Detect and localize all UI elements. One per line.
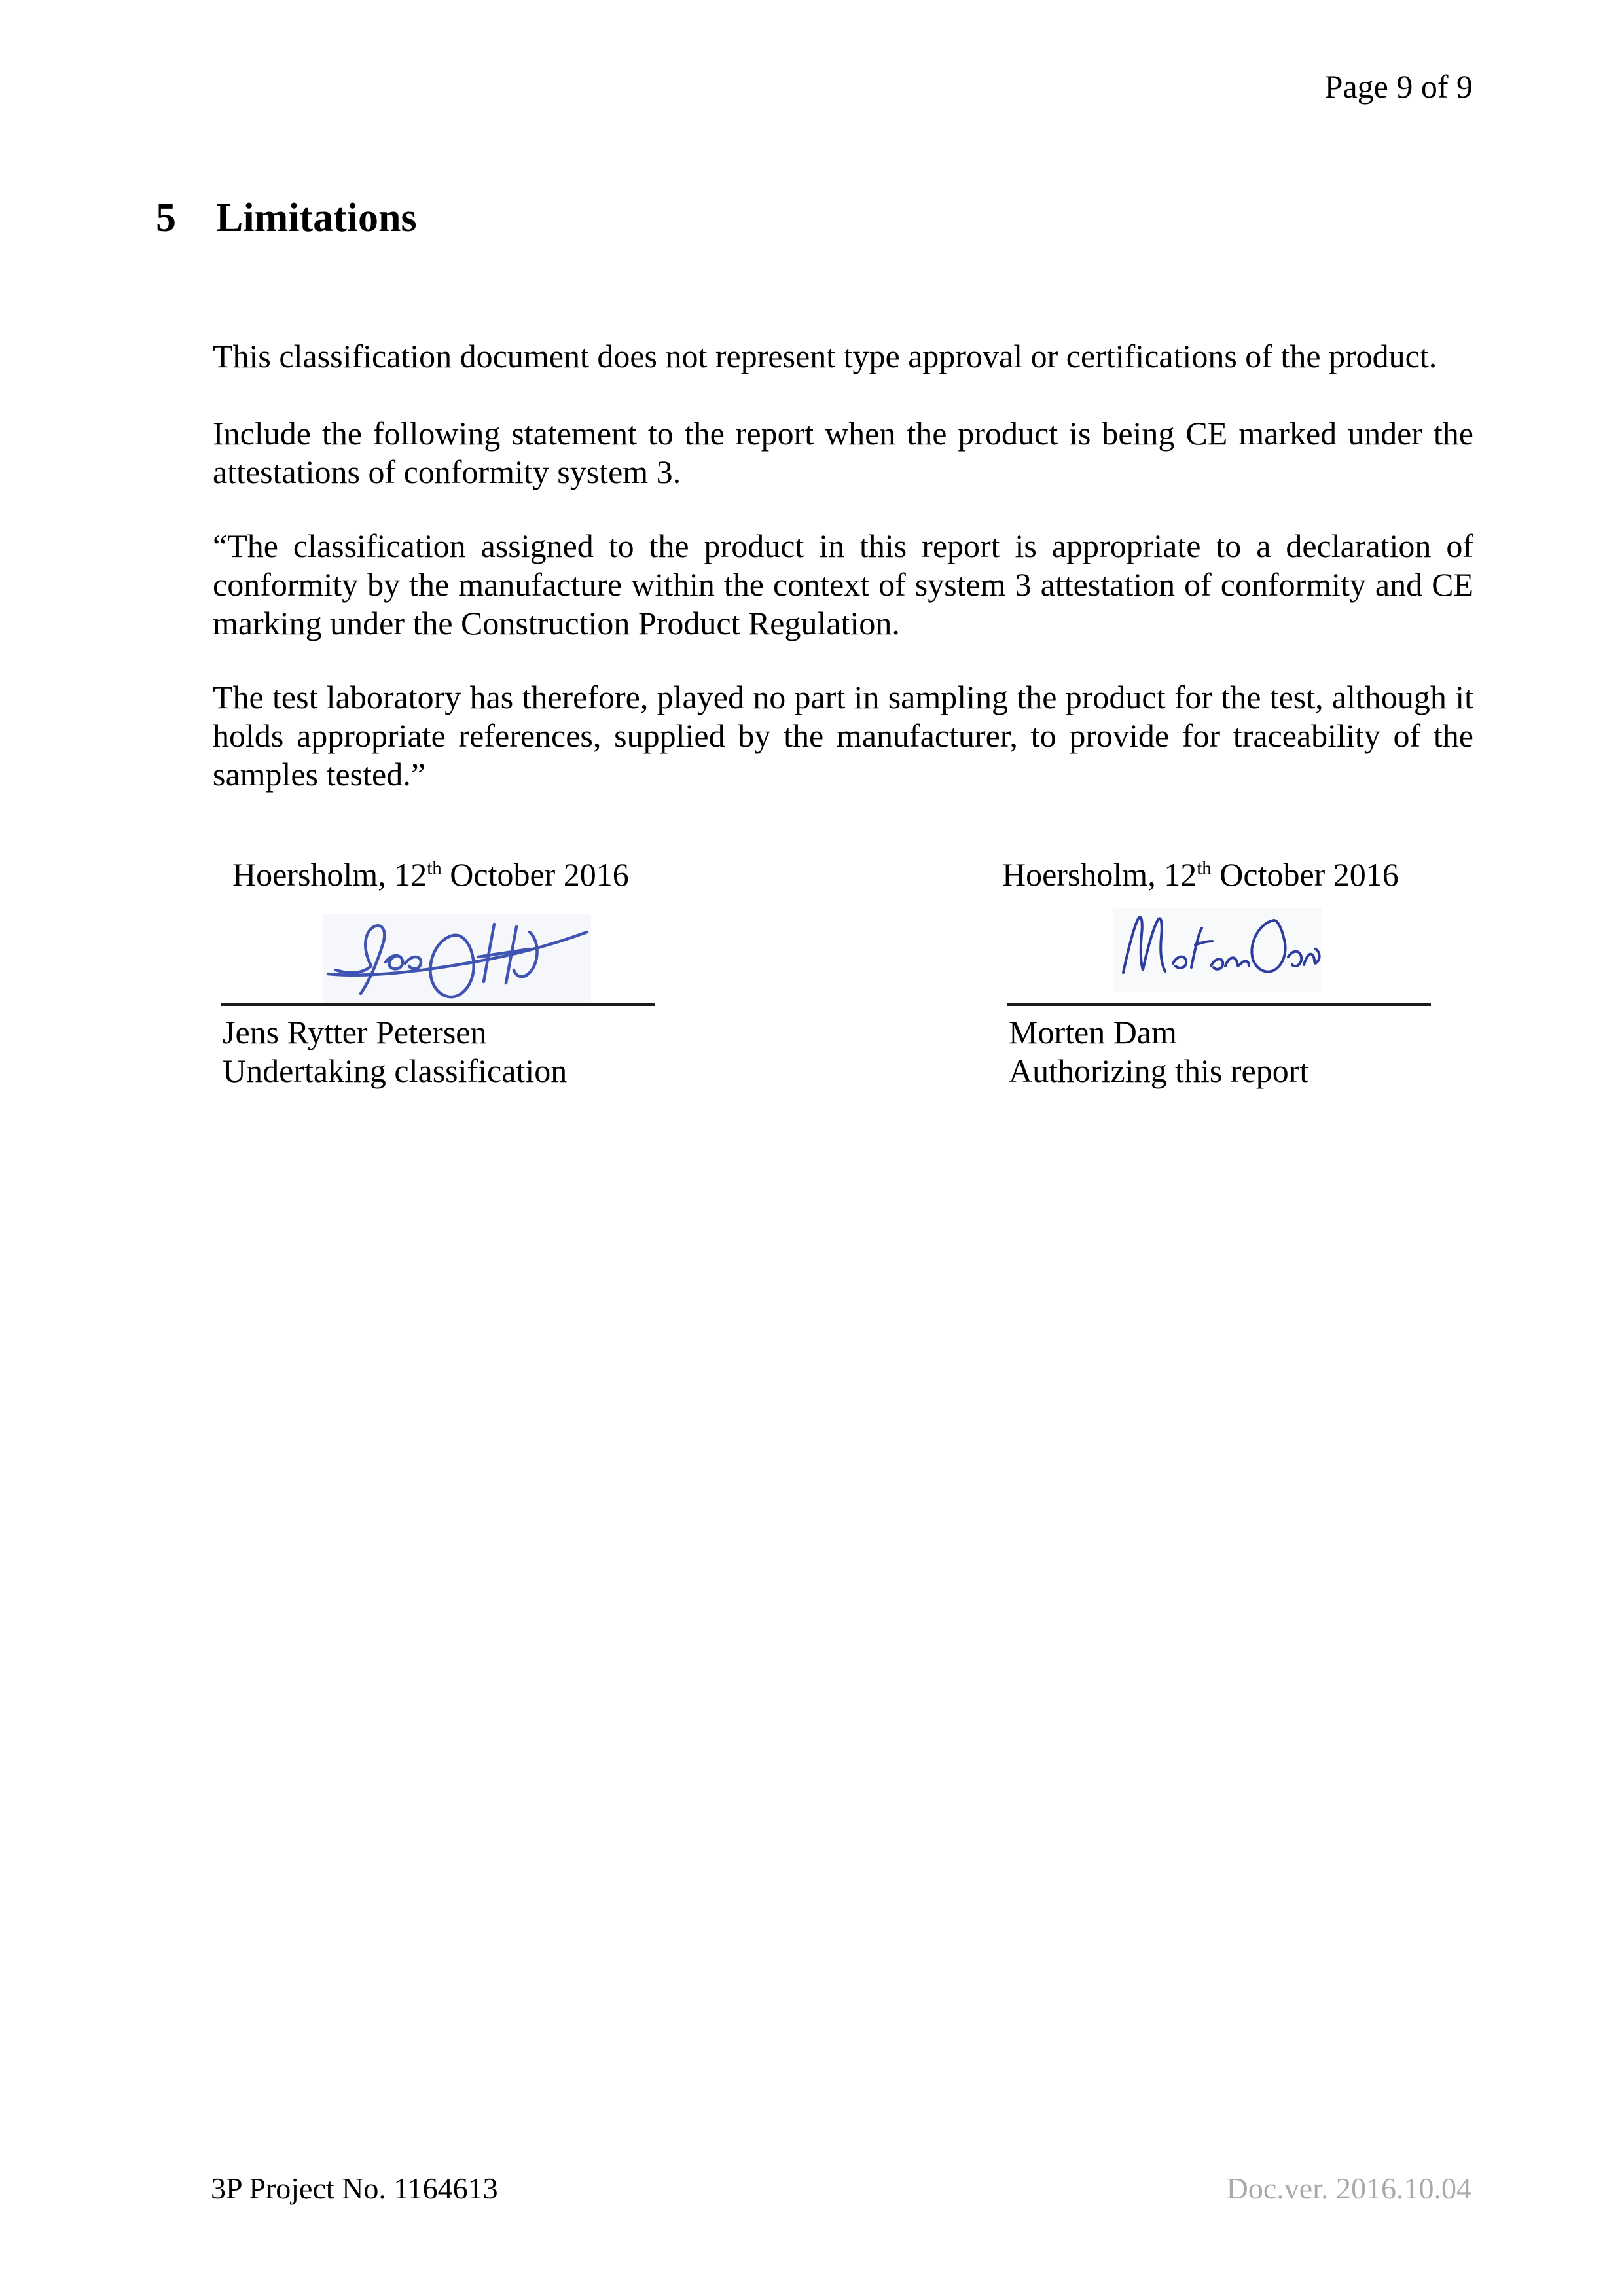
page-number: Page 9 of 9	[1324, 68, 1473, 105]
section-title: Limitations	[216, 196, 417, 240]
signature-line-left	[221, 1003, 655, 1006]
date-text: Hoersholm, 12	[232, 856, 427, 893]
paragraph-3: “The classification assigned to the product in this report is appropriate to a declaration of conformity by the manufacture within the context of system 3 attestation of conformity and CE marking under the Construction Product Regulation.	[213, 528, 1473, 641]
paragraph-4: The test laboratory has therefore, played no part in sampling the product for the test, although it holds appropriate references, supplied by the manufacturer, to provide for traceability of the samples tested.”	[213, 679, 1473, 793]
signatory-role: Undertaking classification	[223, 1052, 568, 1089]
paragraph-2: Include the following statement to the report when the product is being CE marked under the attestations of conformity system 3.	[213, 415, 1473, 490]
date-text: October 2016	[1211, 856, 1399, 893]
section-number: 5	[156, 196, 176, 240]
signature-line-right	[1007, 1003, 1431, 1006]
signature-date-left	[232, 856, 629, 893]
date-ordinal-suffix: th	[427, 857, 442, 879]
paragraph-1: This classification document does not represent type approval or certifications of the product.	[213, 338, 1437, 374]
signature-date-right	[1002, 856, 1399, 893]
footer-project-number: 3P Project No. 1164613	[211, 2172, 498, 2205]
footer-doc-version: Doc.ver. 2016.10.04	[1226, 2172, 1471, 2205]
signatory-right	[1009, 1013, 1308, 1090]
date-text: October 2016	[441, 856, 629, 893]
signature-ink-morten-dam	[1113, 908, 1322, 992]
signatory-role: Authorizing this report	[1009, 1052, 1309, 1089]
signatory-left	[223, 1013, 567, 1090]
date-ordinal-suffix: th	[1197, 857, 1212, 879]
signatory-name: Morten Dam	[1009, 1014, 1177, 1050]
date-text: Hoersholm, 12	[1002, 856, 1197, 893]
signatory-name: Jens Rytter Petersen	[223, 1014, 487, 1050]
section-heading	[156, 196, 417, 240]
signature-ink-jens-rytter-petersen	[323, 914, 591, 1003]
